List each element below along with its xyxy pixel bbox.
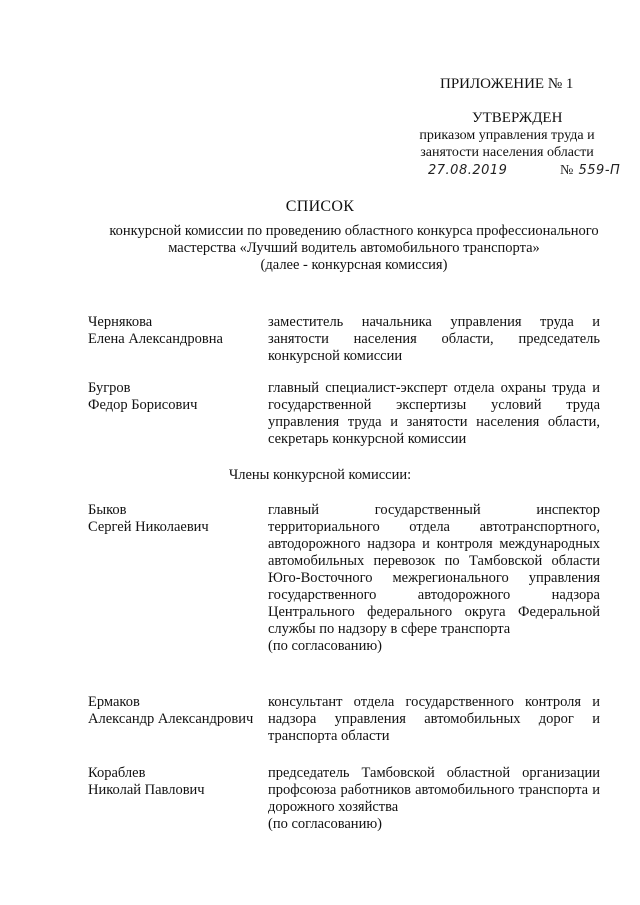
person-name xyxy=(88,380,268,414)
person-surname: Ермаков xyxy=(88,694,140,710)
person-given-names: Сергей Николаевич xyxy=(88,519,209,535)
appendix-number: ПРИЛОЖЕНИЕ № 1 xyxy=(440,76,574,92)
person-surname: Бугров xyxy=(88,380,131,396)
person-name xyxy=(88,694,268,728)
handwritten-number: 559-П xyxy=(578,163,621,178)
subtitle-line-2: мастерства «Лучший водитель автомобильного транспорта» xyxy=(168,240,540,256)
person-role-note: (по согласованию) xyxy=(268,816,382,832)
person-role: заместитель начальника управления труда и занятости населения области, председатель конкурсной комиссии xyxy=(268,314,600,364)
person-role-text: главный государственный инспектор территориального отдела автотранспортного, автодорожного надзора и контроля международных автомобильных перевозок по Тамбовской области Юго-Восточного межрегионального управления государственного автодорожного надзора Центрального федерального округа Федеральной службы по надзору в сфере транспорта xyxy=(268,502,600,637)
members-heading: Члены конкурсной комиссии: xyxy=(228,467,412,483)
subtitle-line-1: конкурсной комиссии по проведению областного конкурса профессионального xyxy=(109,223,599,239)
person-role-text: председатель Тамбовской областной организации профсоюза работников автомобильного транспорта и дорожного хозяйства xyxy=(268,765,600,815)
order-number xyxy=(560,163,620,179)
person-surname: Чернякова xyxy=(88,314,153,330)
person-given-names: Николай Павлович xyxy=(88,782,205,798)
order-line-2: занятости населения области xyxy=(420,145,594,160)
person-given-names: Елена Александровна xyxy=(88,331,223,347)
person-name xyxy=(88,765,268,799)
approved-stamp: УТВЕРЖДЕН xyxy=(472,110,563,126)
person-role xyxy=(268,765,600,833)
document-subtitle xyxy=(84,223,624,274)
person-role: главный специалист-эксперт отдела охраны труда и государственной экспертизы условий труда управления труда и занятости населения области, секретарь конкурсной комиссии xyxy=(268,380,600,447)
number-sign: № xyxy=(560,163,574,178)
person-role xyxy=(268,502,600,655)
subtitle-line-3: (далее - конкурсная комиссия) xyxy=(260,257,448,273)
handwritten-date: 27.08.2019 xyxy=(428,163,508,178)
order-line-1: приказом управления труда и xyxy=(419,128,595,143)
person-surname: Кораблев xyxy=(88,765,146,781)
person-role: консультант отдела государственного контроля и надзора управления автомобильных дорог и транспорта области xyxy=(268,694,600,744)
document-title: СПИСОК xyxy=(285,198,355,215)
order-reference xyxy=(396,127,618,161)
person-given-names: Александр Александрович xyxy=(88,711,254,727)
person-name xyxy=(88,502,268,536)
person-role-note: (по согласованию) xyxy=(268,638,382,654)
person-surname: Быков xyxy=(88,502,127,518)
person-name xyxy=(88,314,268,348)
person-given-names: Федор Борисович xyxy=(88,397,198,413)
